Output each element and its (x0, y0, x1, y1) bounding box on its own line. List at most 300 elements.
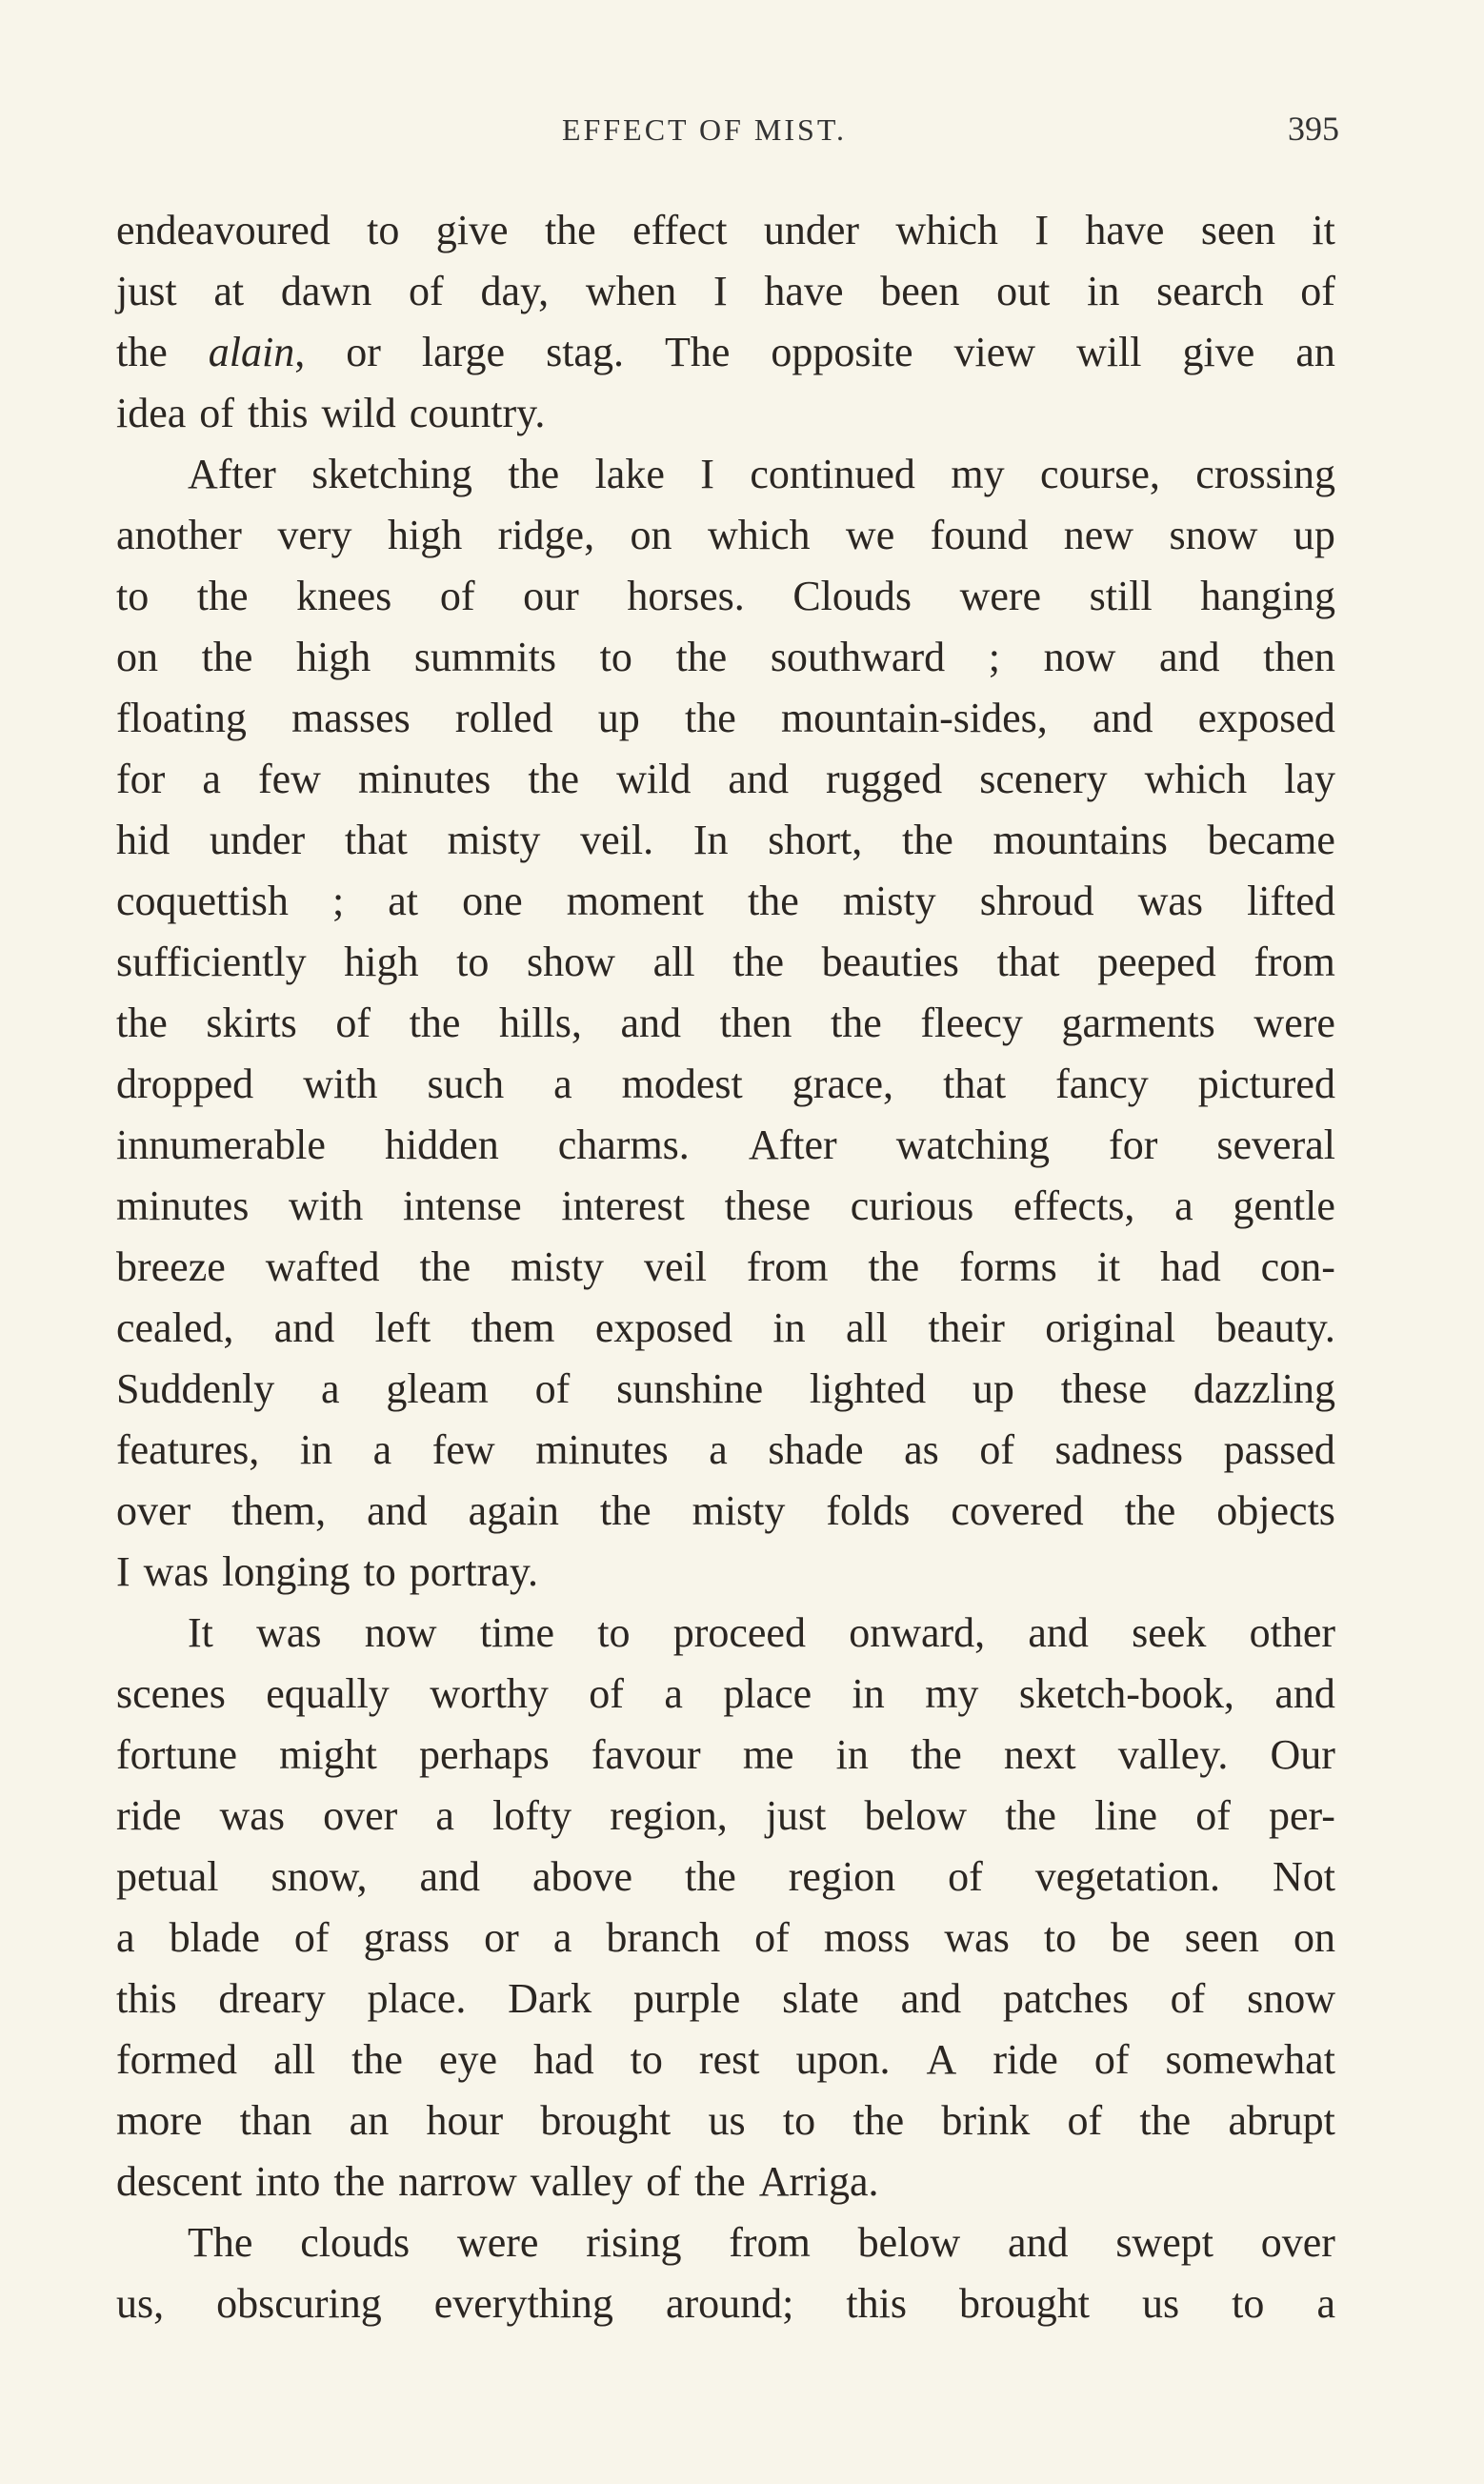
word: petual (116, 1853, 219, 1900)
word: the (675, 634, 728, 680)
word: was (219, 1792, 285, 1839)
word: lake (594, 451, 665, 497)
word: me (742, 1731, 794, 1778)
word: A (926, 2036, 957, 2083)
word: portray. (409, 1548, 538, 1595)
word: the (201, 634, 253, 680)
word: that (344, 817, 408, 863)
word: southward (770, 634, 946, 680)
word: intense (403, 1182, 522, 1229)
word: curious (850, 1182, 974, 1229)
word: were (456, 2219, 539, 2266)
word: and (419, 1853, 481, 1900)
word: next (1003, 1731, 1076, 1778)
word: again (468, 1487, 559, 1534)
word: give (1182, 329, 1255, 375)
word: time (479, 1609, 555, 1656)
word: fancy (1055, 1060, 1149, 1107)
word: had (1160, 1243, 1221, 1290)
word: then (719, 1000, 792, 1046)
text-line (116, 2030, 1335, 2090)
word: gleam (386, 1365, 489, 1412)
word: a (552, 1914, 572, 1961)
word: the (685, 1853, 736, 1900)
text-line (116, 1237, 1335, 1298)
word: brought (959, 2280, 1090, 2327)
word: per- (1268, 1792, 1335, 1839)
word: misty (447, 817, 541, 863)
word: new (1063, 512, 1134, 558)
word: Suddenly (116, 1365, 275, 1412)
text-line (116, 1054, 1335, 1115)
word: region (788, 1853, 896, 1900)
word: branch (606, 1914, 721, 1961)
word: above (532, 1853, 633, 1900)
word: charms. (557, 1121, 690, 1168)
word: on (1293, 1914, 1335, 1961)
word: The (188, 2219, 253, 2266)
word: that (943, 1060, 1007, 1107)
word: shade (768, 1426, 864, 1473)
word: show (527, 939, 615, 985)
word: of (754, 1914, 790, 1961)
word: than (239, 2097, 312, 2144)
word: coquettish (116, 878, 289, 924)
word: fleecy (920, 1000, 1023, 1046)
word: high (295, 634, 371, 680)
word: large (421, 329, 506, 375)
word: misty (842, 878, 936, 924)
word: from (1253, 939, 1335, 985)
word: The (664, 329, 731, 375)
word: the (693, 2158, 746, 2205)
word: rest (698, 2036, 760, 2083)
word: lifted (1247, 878, 1335, 924)
word: place. (367, 1975, 467, 2022)
word: of (1093, 2036, 1130, 2083)
word: them (471, 1304, 555, 1351)
word: the (1005, 1792, 1056, 1839)
word: up (972, 1365, 1014, 1412)
word: watching (895, 1121, 1051, 1168)
word: dawn (280, 268, 372, 314)
word: one (462, 878, 523, 924)
word: them, (231, 1487, 327, 1534)
word: us (1141, 2280, 1180, 2327)
word: lay (1284, 756, 1335, 802)
word: to (630, 2036, 663, 2083)
word: proceed (672, 1609, 806, 1656)
word: just (116, 268, 177, 314)
text-line (116, 1847, 1335, 1908)
word: to (599, 634, 632, 680)
word: found (930, 512, 1029, 558)
word: I (712, 268, 728, 314)
word: ride (116, 1792, 182, 1839)
text-line (116, 1115, 1335, 1176)
word: the (831, 1000, 882, 1046)
word: and (728, 756, 789, 802)
word: effects, (1013, 1182, 1135, 1229)
word: snow, (271, 1853, 368, 1900)
word: a (553, 1060, 572, 1107)
word: to (456, 939, 490, 985)
word: below (857, 2219, 961, 2266)
word: garments (1061, 1000, 1215, 1046)
text-line (116, 1542, 1335, 1603)
word: vegetation. (1034, 1853, 1221, 1900)
word: sufficiently (116, 939, 307, 985)
text-line (116, 2090, 1335, 2151)
word: was (1137, 878, 1203, 924)
word: purple (632, 1975, 741, 2022)
word: have (1085, 207, 1165, 253)
word: when (585, 268, 677, 314)
word: the (116, 1000, 168, 1046)
word: and (1028, 1609, 1089, 1656)
word: dreary (218, 1975, 326, 2022)
word: the (528, 756, 580, 802)
word: the (419, 1243, 471, 1290)
word: of (1300, 268, 1335, 314)
word: grace, (792, 1060, 894, 1107)
word: very (277, 512, 352, 558)
word: were (959, 573, 1042, 619)
word: will (1076, 329, 1142, 375)
word: mountains (993, 817, 1168, 863)
word: at (213, 268, 245, 314)
text-line (116, 2212, 1335, 2273)
word: a (202, 756, 221, 802)
word: as (904, 1426, 939, 1473)
word: snow (1247, 1975, 1335, 2022)
text-line (116, 993, 1335, 1054)
word: and (620, 1000, 681, 1046)
word: more (116, 2097, 203, 2144)
word: of (534, 1365, 571, 1412)
word: a (664, 1670, 683, 1717)
word: to (597, 1609, 631, 1656)
word: sunshine (616, 1365, 764, 1412)
word: dropped (116, 1060, 254, 1107)
page-number: 395 (1288, 110, 1339, 148)
word: few (257, 756, 321, 802)
word: country. (409, 390, 546, 436)
word: under (763, 207, 860, 253)
word: beauties (821, 939, 959, 985)
word: favour (591, 1731, 701, 1778)
word: such (427, 1060, 505, 1107)
text-line (116, 932, 1335, 993)
text-line (116, 566, 1335, 627)
word: Our (1270, 1731, 1335, 1778)
word: the (409, 1000, 461, 1046)
word: stag. (546, 329, 624, 375)
word: over (1260, 2219, 1335, 2266)
word: summits (413, 634, 556, 680)
word: and (367, 1487, 428, 1534)
word: all (652, 939, 695, 985)
text-line (116, 2273, 1335, 2334)
word: an (1295, 329, 1335, 375)
word: knees (296, 573, 392, 619)
word: from (746, 1243, 829, 1290)
word: perhaps (418, 1731, 550, 1778)
word: brink (941, 2097, 1031, 2144)
word: or (346, 329, 381, 375)
word: con- (1260, 1243, 1335, 1290)
word: these (724, 1182, 811, 1229)
word: our (523, 573, 579, 619)
word: rolled (454, 695, 553, 741)
word: this (247, 390, 309, 436)
word: the (852, 2097, 905, 2144)
text-line (116, 1969, 1335, 2030)
word: valley (530, 2158, 633, 2205)
word: crossing (1195, 451, 1335, 497)
word: exposed (1197, 695, 1335, 741)
word: minutes (116, 1182, 250, 1229)
word: patches (1002, 1975, 1129, 2022)
word: In (692, 817, 729, 863)
word: features, (116, 1426, 260, 1473)
word: the (333, 2158, 386, 2205)
word: the (684, 695, 736, 741)
word: around; (665, 2280, 794, 2327)
word: a (321, 1365, 340, 1412)
text-line (116, 810, 1335, 871)
word: the (901, 817, 953, 863)
word: interest (561, 1182, 685, 1229)
word: wild (616, 756, 692, 802)
word: this (846, 2280, 907, 2327)
word: in (835, 1731, 869, 1778)
word: floating (116, 695, 247, 741)
word: shroud (979, 878, 1094, 924)
word: out (996, 268, 1051, 314)
word: these (1060, 1365, 1148, 1412)
word: sketching (311, 451, 472, 497)
word: the (1124, 1487, 1176, 1534)
word: of (1170, 1975, 1206, 2022)
word: below (864, 1792, 968, 1839)
word: us, (116, 2280, 165, 2327)
word: their (928, 1304, 1005, 1351)
word: scenes (116, 1670, 226, 1717)
word: the (732, 939, 784, 985)
word: alain, (208, 329, 306, 375)
word: the (599, 1487, 652, 1534)
word: all (273, 2036, 316, 2083)
word: Arriga. (758, 2158, 879, 2205)
word: the (544, 207, 596, 253)
word: ride (993, 2036, 1058, 2083)
word: from (729, 2219, 811, 2266)
word: rising (586, 2219, 682, 2266)
word: a (1316, 2280, 1335, 2327)
word: I (1034, 207, 1049, 253)
word: sketch-book, (1018, 1670, 1234, 1717)
word: of (1067, 2097, 1103, 2144)
word: folds (826, 1487, 911, 1534)
word: search (1156, 268, 1264, 314)
text-line (116, 383, 1335, 444)
word: of (439, 573, 475, 619)
word: moment (566, 878, 704, 924)
word: and (1274, 1670, 1335, 1717)
word: with (303, 1060, 378, 1107)
word: that (996, 939, 1060, 985)
word: innumerable (116, 1121, 326, 1168)
word: for (1109, 1121, 1158, 1168)
word: on (630, 512, 672, 558)
word: hills, (499, 1000, 582, 1046)
word: of (335, 1000, 371, 1046)
word: up (597, 695, 640, 741)
running-head (0, 112, 1484, 160)
word: the (911, 1731, 962, 1778)
text-line (116, 1359, 1335, 1420)
word: it (1312, 207, 1335, 253)
word: grass (363, 1914, 451, 1961)
word: Clouds (792, 573, 912, 619)
word: at (388, 878, 419, 924)
word: under (209, 817, 306, 863)
word: I (700, 451, 714, 497)
running-title: EFFECT OF MIST. (562, 112, 847, 147)
word: original (1045, 1304, 1176, 1351)
word: and (900, 1975, 962, 2022)
word: another (116, 512, 242, 558)
word: cealed, (116, 1304, 234, 1351)
word: veil. (580, 817, 654, 863)
word: fortune (116, 1731, 238, 1778)
word: of (589, 1670, 624, 1717)
word: seen (1184, 1914, 1259, 1961)
word: into (254, 2158, 321, 2205)
word: skirts (206, 1000, 297, 1046)
word: the (868, 1243, 920, 1290)
word: was (944, 1914, 1010, 1961)
word: was (256, 1609, 322, 1656)
word: the (1139, 2097, 1192, 2144)
word: descent (116, 2158, 242, 2205)
word: high (388, 512, 463, 558)
word: onward, (849, 1609, 986, 1656)
word: and (1158, 634, 1220, 680)
word: view (953, 329, 1036, 375)
text-line (116, 505, 1335, 566)
word: peeped (1097, 939, 1216, 985)
word: just (765, 1792, 827, 1839)
word: was (143, 1548, 210, 1595)
text-line (116, 1786, 1335, 1847)
word: mountain-sides, (780, 695, 1048, 741)
word: moss (823, 1914, 911, 1961)
text-line (116, 688, 1335, 749)
word: formed (116, 2036, 238, 2083)
word: a (1174, 1182, 1193, 1229)
word: which (895, 207, 998, 253)
word: on (116, 634, 158, 680)
word: endeavoured (116, 207, 331, 253)
word: ridge, (497, 512, 595, 558)
word: to (1232, 2280, 1265, 2327)
word: be (1111, 1914, 1151, 1961)
word: seek (1132, 1609, 1207, 1656)
word: with (289, 1182, 364, 1229)
word: After (188, 451, 276, 497)
word: over (323, 1792, 398, 1839)
word: Dark (508, 1975, 592, 2022)
word: the (508, 451, 560, 497)
word: became (1207, 817, 1335, 863)
word: horses. (627, 573, 745, 619)
word: hour (426, 2097, 504, 2144)
word: place (723, 1670, 812, 1717)
word: of (293, 1914, 330, 1961)
word: a (372, 1426, 392, 1473)
word: to (1043, 1914, 1077, 1961)
word: ; (988, 634, 1000, 680)
word: hid (116, 817, 170, 863)
word: which (707, 512, 811, 558)
body-text (116, 200, 1335, 2334)
word: I (116, 1548, 130, 1595)
word: worthy (430, 1670, 549, 1717)
word: gentle (1233, 1182, 1335, 1229)
word: sadness (1054, 1426, 1183, 1473)
word: valley. (1117, 1731, 1229, 1778)
word: modest (621, 1060, 743, 1107)
word: few (431, 1426, 495, 1473)
word: several (1216, 1121, 1335, 1168)
word: ; (331, 878, 345, 924)
word: longing (222, 1548, 351, 1595)
word: or (484, 1914, 519, 1961)
text-line (116, 200, 1335, 261)
word: for (116, 756, 166, 802)
word: Not (1273, 1853, 1335, 1900)
word: a (709, 1426, 728, 1473)
word: in (1087, 268, 1120, 314)
word: clouds (300, 2219, 411, 2266)
text-line (116, 2151, 1335, 2212)
word: effect (632, 207, 728, 253)
word: eye (438, 2036, 498, 2083)
text-line (116, 444, 1335, 505)
word: It (188, 1609, 213, 1656)
word: veil (643, 1243, 707, 1290)
text-line (116, 1481, 1335, 1542)
word: an (349, 2097, 390, 2144)
word: of (948, 1853, 983, 1900)
word: this (116, 1975, 177, 2022)
word: been (880, 268, 960, 314)
word: snow (1169, 512, 1258, 558)
word: idea (116, 390, 187, 436)
word: seen (1200, 207, 1276, 253)
text-line (116, 1908, 1335, 1969)
word: rugged (826, 756, 943, 802)
word: of (1195, 1792, 1231, 1839)
word: of (409, 268, 444, 314)
word: minutes (535, 1426, 669, 1473)
word: wafted (265, 1243, 380, 1290)
text-line (116, 1725, 1335, 1786)
text-line (116, 627, 1335, 688)
word: region, (610, 1792, 728, 1839)
